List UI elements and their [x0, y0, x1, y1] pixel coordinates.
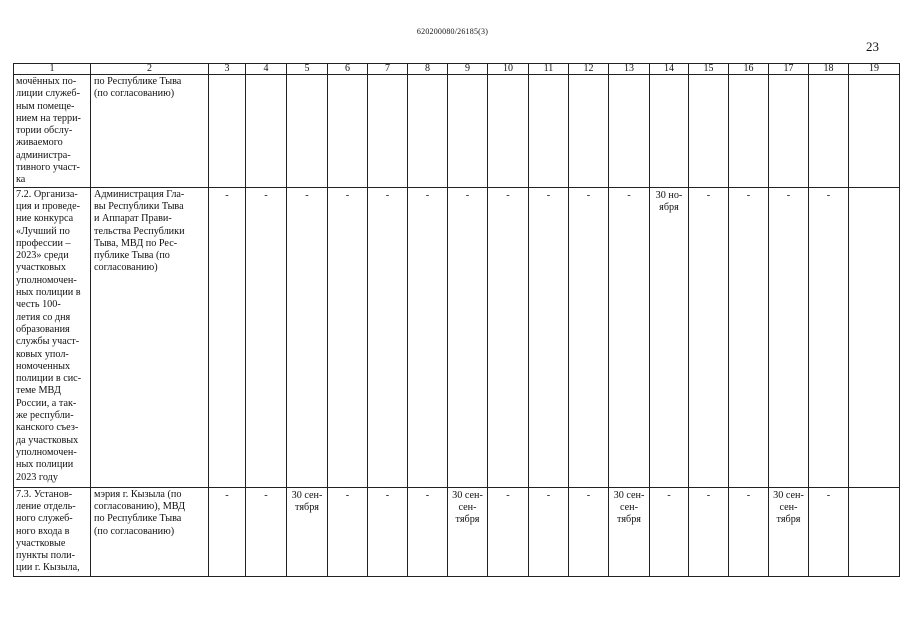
- deadline-cell: -: [729, 487, 769, 576]
- deadline-cell: -: [689, 187, 729, 487]
- deadline-cell: -: [609, 187, 650, 487]
- deadline-cell: -: [368, 487, 408, 576]
- deadline-cell: -: [729, 187, 769, 487]
- page-number: 23: [866, 39, 879, 54]
- deadline-cell: [488, 75, 529, 188]
- column-header-19: 19: [849, 64, 900, 75]
- column-header-5: 5: [287, 64, 328, 75]
- column-header-6: 6: [328, 64, 368, 75]
- deadline-cell: [849, 75, 900, 188]
- deadline-cell: -: [689, 487, 729, 576]
- deadline-cell: [209, 75, 246, 188]
- column-header-14: 14: [650, 64, 689, 75]
- measure-cell: 7.3. Установ- ление отдель- ного служеб- ного входа в участковые пункты поли- ции г. Кызыла,: [14, 487, 91, 576]
- deadline-cell: -: [287, 187, 328, 487]
- deadline-cell: -: [809, 487, 849, 576]
- column-header-4: 4: [246, 64, 287, 75]
- deadline-cell: -: [488, 487, 529, 576]
- deadline-cell: -: [529, 487, 569, 576]
- column-header-10: 10: [488, 64, 529, 75]
- document-code: 620200080/26185(3): [416, 27, 489, 36]
- deadline-cell: -: [769, 187, 809, 487]
- column-header-17: 17: [769, 64, 809, 75]
- deadline-cell: [368, 75, 408, 188]
- deadline-cell: [650, 75, 689, 188]
- deadline-cell: -: [408, 187, 448, 487]
- deadline-cell: [849, 187, 900, 487]
- deadline-cell: [769, 75, 809, 188]
- deadline-cell: -: [328, 487, 368, 576]
- column-header-13: 13: [609, 64, 650, 75]
- responsible-cell: по Республике Тыва (по согласованию): [91, 75, 209, 188]
- deadline-cell: [809, 75, 849, 188]
- deadline-cell: 30 сен- тября: [287, 487, 328, 576]
- deadline-cell: 30 сен- сен- тября: [448, 487, 488, 576]
- deadline-cell: -: [569, 487, 609, 576]
- deadline-cell: -: [408, 487, 448, 576]
- deadline-cell: -: [368, 187, 408, 487]
- column-header-15: 15: [689, 64, 729, 75]
- table-row: [14, 75, 900, 188]
- deadline-cell: -: [529, 187, 569, 487]
- deadline-cell: [408, 75, 448, 188]
- deadline-cell: [328, 75, 368, 188]
- column-header-11: 11: [529, 64, 569, 75]
- column-header-12: 12: [569, 64, 609, 75]
- deadline-cell: -: [448, 187, 488, 487]
- responsible-cell: мэрия г. Кызыла (по согласованию), МВД по Республике Тыва (по согласованию): [91, 487, 209, 576]
- column-header-3: 3: [209, 64, 246, 75]
- deadline-cell: [689, 75, 729, 188]
- deadline-cell: 30 сен- сен- тября: [769, 487, 809, 576]
- deadline-cell: -: [569, 187, 609, 487]
- deadline-cell: [246, 75, 287, 188]
- deadline-cell: -: [246, 487, 287, 576]
- responsible-cell: Администрация Гла- вы Республики Тыва и Аппарат Прави- тельства Республики Тыва, МВД по Рес- публике Тыва (по согласованию): [91, 187, 209, 487]
- column-header-2: 2: [91, 64, 209, 75]
- deadline-cell: [609, 75, 650, 188]
- deadline-cell: -: [809, 187, 849, 487]
- deadline-cell: [729, 75, 769, 188]
- column-header-1: 1: [14, 64, 91, 75]
- column-header-16: 16: [729, 64, 769, 75]
- deadline-cell: [287, 75, 328, 188]
- table-row: [14, 487, 900, 576]
- deadline-cell: 30 сен- сен- тября: [609, 487, 650, 576]
- deadline-cell: -: [328, 187, 368, 487]
- column-header-18: 18: [809, 64, 849, 75]
- deadline-cell: [569, 75, 609, 188]
- deadline-cell: [529, 75, 569, 188]
- table-row: [14, 187, 900, 487]
- deadline-cell: [448, 75, 488, 188]
- deadline-cell: [849, 487, 900, 576]
- column-header-8: 8: [408, 64, 448, 75]
- deadline-cell: -: [650, 487, 689, 576]
- measure-cell: 7.2. Организа- ция и проведе- ние конкурса «Лучший по профессии – 2023» среди участковых уполномочен- ных полиции в честь 100- летия со дня образования службы участ- ковых упол- номоченных полиции в сис- теме МВД России, а так- же республи- канского съез- да участковых уполномочен- ных полиции 2023 году: [14, 187, 91, 487]
- deadline-cell: -: [209, 187, 246, 487]
- deadline-cell: -: [209, 487, 246, 576]
- plan-table: [13, 63, 900, 577]
- column-header-9: 9: [448, 64, 488, 75]
- deadline-cell: 30 но- ября: [650, 187, 689, 487]
- measure-cell: мочённых по- лиции служеб- ным помеще- нием на терри- тории обслу- живаемого администра- тивного участ- ка: [14, 75, 91, 188]
- deadline-cell: -: [246, 187, 287, 487]
- column-header-7: 7: [368, 64, 408, 75]
- deadline-cell: -: [488, 187, 529, 487]
- header-row: [14, 64, 900, 75]
